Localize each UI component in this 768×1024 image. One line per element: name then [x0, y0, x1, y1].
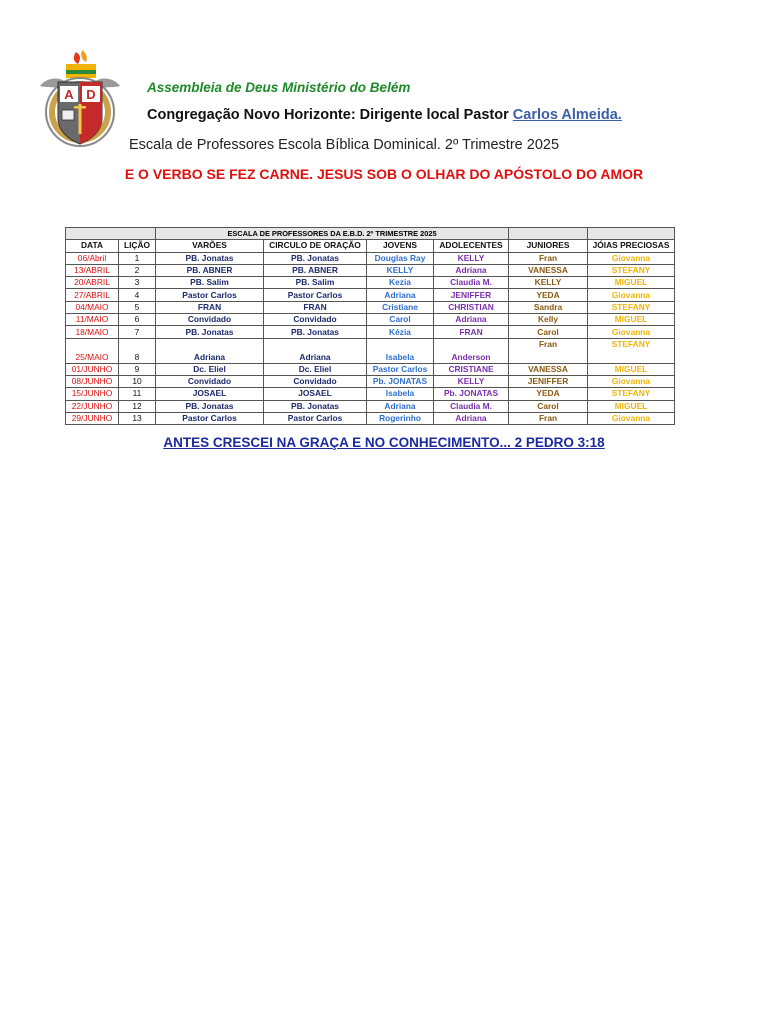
cell-prayer-circle: PB. Salim: [264, 277, 367, 289]
table-row: [66, 277, 675, 289]
col-header-youth: JOVENS: [367, 240, 434, 252]
cell-juniors: Fran: [509, 338, 588, 363]
cell-juniors: Carol: [509, 326, 588, 338]
cell-teens: Claudia M.: [434, 277, 509, 289]
cell-youth: Adriana: [367, 400, 434, 412]
cell-prayer-circle: Pastor Carlos: [264, 289, 367, 301]
cell-prayer-circle: Convidado: [264, 375, 367, 387]
cell-men: PB. Salim: [156, 277, 264, 289]
cell-youth: Isabela: [367, 338, 434, 363]
title-spacer: [509, 228, 588, 240]
cell-men: PB. Jonatas: [156, 326, 264, 338]
cell-prayer-circle: Dc. Eliel: [264, 363, 367, 375]
cell-teens: KELLY: [434, 252, 509, 264]
cell-juniors: YEDA: [509, 388, 588, 400]
cell-precious-jewels: MIGUEL: [588, 277, 675, 289]
cell-lesson: 5: [119, 301, 156, 313]
title-spacer: [66, 228, 156, 240]
table-row: [66, 289, 675, 301]
cell-date: 06/Abril: [66, 252, 119, 264]
cell-date: 20/ABRIL: [66, 277, 119, 289]
cell-men: Convidado: [156, 375, 264, 387]
cell-date: 15/JUNHO: [66, 388, 119, 400]
table-row: [66, 412, 675, 424]
cell-youth: KELLY: [367, 264, 434, 276]
teacher-schedule-table: [65, 227, 675, 425]
cell-juniors: YEDA: [509, 289, 588, 301]
col-header-teens: ADOLECENTES: [434, 240, 509, 252]
table-row: [66, 314, 675, 326]
cell-men: Pastor Carlos: [156, 412, 264, 424]
cell-lesson: 8: [119, 338, 156, 363]
cell-lesson: 12: [119, 400, 156, 412]
congregation-text: Congregação Novo Horizonte: Dirigente local Pastor: [147, 107, 513, 123]
footer-verse: ANTES CRESCEI NA GRAÇA E NO CONHECIMENTO... 2 PEDRO 3:18: [163, 435, 605, 450]
cell-lesson: 2: [119, 264, 156, 276]
cell-date: 13/ABRIL: [66, 264, 119, 276]
table-row: [66, 252, 675, 264]
cell-youth: Douglas Ray: [367, 252, 434, 264]
cell-lesson: 9: [119, 363, 156, 375]
cell-juniors: Carol: [509, 400, 588, 412]
cell-youth: Pastor Carlos: [367, 363, 434, 375]
cell-teens: JENIFFER: [434, 289, 509, 301]
cell-prayer-circle: PB. Jonatas: [264, 326, 367, 338]
congregation-line: [147, 107, 622, 123]
cell-men: Dc. Eliel: [156, 363, 264, 375]
cell-youth: Adriana: [367, 289, 434, 301]
quarter-theme: E O VERBO SE FEZ CARNE. JESUS SOB O OLHAR DO APÓSTOLO DO AMOR: [124, 166, 644, 182]
cell-lesson: 10: [119, 375, 156, 387]
cell-lesson: 11: [119, 388, 156, 400]
cell-precious-jewels: STEFANY: [588, 301, 675, 313]
col-header-prayer-circle: CIRCULO DE ORAÇÃO: [264, 240, 367, 252]
cell-teens: Anderson: [434, 338, 509, 363]
cell-teens: Adriana: [434, 314, 509, 326]
cell-prayer-circle: PB. ABNER: [264, 264, 367, 276]
cell-prayer-circle: Adriana: [264, 338, 367, 363]
cell-precious-jewels: STEFANY: [588, 264, 675, 276]
cell-lesson: 4: [119, 289, 156, 301]
cell-lesson: 13: [119, 412, 156, 424]
col-header-men: VARÕES: [156, 240, 264, 252]
cell-teens: CRISTIANE: [434, 363, 509, 375]
cell-date: 22/JUNHO: [66, 400, 119, 412]
col-header-date: DATA: [66, 240, 119, 252]
col-header-lesson: LIÇÃO: [119, 240, 156, 252]
table-title-row: [66, 228, 675, 240]
pastor-name: Carlos Almeida.: [512, 107, 622, 123]
cell-juniors: Kelly: [509, 314, 588, 326]
cell-juniors: JENIFFER: [509, 375, 588, 387]
cell-youth: Carol: [367, 314, 434, 326]
cell-prayer-circle: FRAN: [264, 301, 367, 313]
cell-date: 25/MAIO: [66, 338, 119, 363]
table-body: [66, 252, 675, 425]
cell-prayer-circle: Pastor Carlos: [264, 412, 367, 424]
cell-juniors: KELLY: [509, 277, 588, 289]
table-row: [66, 338, 675, 363]
table-row: [66, 400, 675, 412]
cell-men: PB. ABNER: [156, 264, 264, 276]
cell-teens: Pb. JONATAS: [434, 388, 509, 400]
cell-men: JOSAEL: [156, 388, 264, 400]
table-header-row: [66, 240, 675, 252]
cell-lesson: 3: [119, 277, 156, 289]
church-shield-logo-icon: [36, 48, 124, 152]
table-row: [66, 326, 675, 338]
cell-prayer-circle: Convidado: [264, 314, 367, 326]
table-title: ESCALA DE PROFESSORES DA E.B.D. 2º TRIMESTRE 2025: [156, 228, 509, 240]
cell-youth: Pb. JONATAS: [367, 375, 434, 387]
cell-juniors: Fran: [509, 252, 588, 264]
cell-precious-jewels: Giovanna: [588, 326, 675, 338]
title-spacer: [588, 228, 675, 240]
cell-precious-jewels: MIGUEL: [588, 314, 675, 326]
cell-date: 18/MAIO: [66, 326, 119, 338]
cell-prayer-circle: PB. Jonatas: [264, 252, 367, 264]
cell-precious-jewels: MIGUEL: [588, 400, 675, 412]
cell-precious-jewels: Giovanna: [588, 375, 675, 387]
cell-teens: Claudia M.: [434, 400, 509, 412]
cell-lesson: 1: [119, 252, 156, 264]
cell-youth: Cristiane: [367, 301, 434, 313]
svg-text:A: A: [64, 87, 74, 102]
cell-juniors: VANESSA: [509, 363, 588, 375]
church-name: Assembleia de Deus Ministério do Belém: [147, 80, 411, 95]
cell-youth: Isabela: [367, 388, 434, 400]
cell-lesson: 7: [119, 326, 156, 338]
cell-men: Pastor Carlos: [156, 289, 264, 301]
cell-teens: KELLY: [434, 375, 509, 387]
cell-teens: Adriana: [434, 412, 509, 424]
cell-prayer-circle: PB. Jonatas: [264, 400, 367, 412]
table-row: [66, 388, 675, 400]
cell-precious-jewels: Giovanna: [588, 412, 675, 424]
schedule-subtitle: Escala de Professores Escola Bíblica Dominical. 2º Trimestre 2025: [129, 137, 560, 153]
cell-juniors: Sandra: [509, 301, 588, 313]
col-header-precious-jewels: JÓIAS PRECIOSAS: [588, 240, 675, 252]
cell-date: 08/JUNHO: [66, 375, 119, 387]
cell-date: 29/JUNHO: [66, 412, 119, 424]
cell-prayer-circle: JOSAEL: [264, 388, 367, 400]
cell-date: 11/MAIO: [66, 314, 119, 326]
cell-men: Convidado: [156, 314, 264, 326]
cell-precious-jewels: MIGUEL: [588, 363, 675, 375]
cell-youth: Kézia: [367, 326, 434, 338]
cell-men: PB. Jonatas: [156, 400, 264, 412]
cell-date: 27/ABRIL: [66, 289, 119, 301]
cell-men: Adriana: [156, 338, 264, 363]
col-header-juniors: JUNIORES: [509, 240, 588, 252]
table-row: [66, 301, 675, 313]
cell-juniors: Fran: [509, 412, 588, 424]
table-row: [66, 363, 675, 375]
cell-lesson: 6: [119, 314, 156, 326]
cell-youth: Kezia: [367, 277, 434, 289]
cell-men: FRAN: [156, 301, 264, 313]
cell-men: PB. Jonatas: [156, 252, 264, 264]
svg-text:D: D: [86, 87, 96, 102]
cell-teens: CHRISTIAN: [434, 301, 509, 313]
cell-precious-jewels: Giovanna: [588, 252, 675, 264]
table-row: [66, 375, 675, 387]
cell-precious-jewels: STEFANY: [588, 388, 675, 400]
cell-precious-jewels: STEFANY: [588, 338, 675, 363]
cell-teens: FRAN: [434, 326, 509, 338]
cell-youth: Rogerinho: [367, 412, 434, 424]
cell-teens: Adriana: [434, 264, 509, 276]
cell-date: 04/MAIO: [66, 301, 119, 313]
cell-date: 01/JUNHO: [66, 363, 119, 375]
cell-precious-jewels: Giovanna: [588, 289, 675, 301]
cell-juniors: VANESSA: [509, 264, 588, 276]
table-row: [66, 264, 675, 276]
